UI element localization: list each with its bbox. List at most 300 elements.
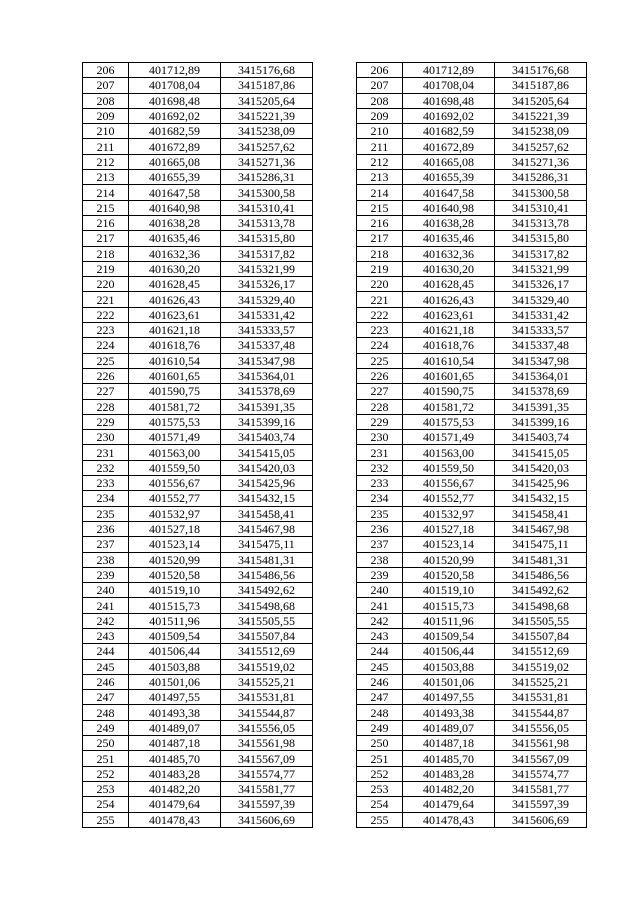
spacer-cell xyxy=(313,705,357,720)
left-y-coordinate-cell: 3415205,64 xyxy=(221,93,313,108)
right-y-coordinate-cell: 3415403,74 xyxy=(495,430,587,445)
left-y-coordinate-cell: 3415606,69 xyxy=(221,812,313,827)
right-x-coordinate-cell: 401575,53 xyxy=(403,414,495,429)
right-x-coordinate-cell: 401511,96 xyxy=(403,613,495,628)
spacer-cell xyxy=(313,567,357,582)
left-y-coordinate-cell: 3415271,36 xyxy=(221,154,313,169)
right-y-coordinate-cell: 3415498,68 xyxy=(495,598,587,613)
right-x-coordinate-cell: 401559,50 xyxy=(403,460,495,475)
spacer-cell xyxy=(313,628,357,643)
left-y-coordinate-cell: 3415187,86 xyxy=(221,78,313,93)
left-point-number-cell: 227 xyxy=(83,384,129,399)
left-x-coordinate-cell: 401552,77 xyxy=(129,491,221,506)
right-x-coordinate-cell: 401482,20 xyxy=(403,781,495,796)
right-x-coordinate-cell: 401647,58 xyxy=(403,185,495,200)
right-point-number-cell: 250 xyxy=(357,736,403,751)
left-point-number-cell: 208 xyxy=(83,93,129,108)
right-x-coordinate-cell: 401623,61 xyxy=(403,307,495,322)
table-row xyxy=(83,368,587,383)
right-point-number-cell: 208 xyxy=(357,93,403,108)
left-x-coordinate-cell: 401638,28 xyxy=(129,215,221,230)
spacer-cell xyxy=(313,261,357,276)
table-row xyxy=(83,644,587,659)
spacer-cell xyxy=(313,63,357,78)
left-x-coordinate-cell: 401712,89 xyxy=(129,63,221,78)
left-x-coordinate-cell: 401523,14 xyxy=(129,537,221,552)
left-y-coordinate-cell: 3415581,77 xyxy=(221,781,313,796)
spacer-cell xyxy=(313,185,357,200)
right-point-number-cell: 232 xyxy=(357,460,403,475)
right-y-coordinate-cell: 3415512,69 xyxy=(495,644,587,659)
left-y-coordinate-cell: 3415238,09 xyxy=(221,124,313,139)
left-x-coordinate-cell: 401511,96 xyxy=(129,613,221,628)
left-y-coordinate-cell: 3415481,31 xyxy=(221,552,313,567)
right-point-number-cell: 213 xyxy=(357,170,403,185)
left-point-number-cell: 242 xyxy=(83,613,129,628)
table-row xyxy=(83,598,587,613)
right-point-number-cell: 239 xyxy=(357,567,403,582)
left-x-coordinate-cell: 401655,39 xyxy=(129,170,221,185)
left-x-coordinate-cell: 401487,18 xyxy=(129,736,221,751)
right-x-coordinate-cell: 401672,89 xyxy=(403,139,495,154)
table-row xyxy=(83,277,587,292)
left-y-coordinate-cell: 3415329,40 xyxy=(221,292,313,307)
right-point-number-cell: 236 xyxy=(357,521,403,536)
left-x-coordinate-cell: 401478,43 xyxy=(129,812,221,827)
right-x-coordinate-cell: 401665,08 xyxy=(403,154,495,169)
left-y-coordinate-cell: 3415420,03 xyxy=(221,460,313,475)
right-point-number-cell: 249 xyxy=(357,720,403,735)
right-y-coordinate-cell: 3415257,62 xyxy=(495,139,587,154)
right-point-number-cell: 222 xyxy=(357,307,403,322)
right-x-coordinate-cell: 401635,46 xyxy=(403,231,495,246)
left-x-coordinate-cell: 401501,06 xyxy=(129,674,221,689)
left-x-coordinate-cell: 401532,97 xyxy=(129,506,221,521)
left-x-coordinate-cell: 401672,89 xyxy=(129,139,221,154)
left-y-coordinate-cell: 3415475,11 xyxy=(221,537,313,552)
right-y-coordinate-cell: 3415606,69 xyxy=(495,812,587,827)
right-x-coordinate-cell: 401640,98 xyxy=(403,200,495,215)
right-point-number-cell: 211 xyxy=(357,139,403,154)
right-point-number-cell: 237 xyxy=(357,537,403,552)
spacer-cell xyxy=(313,430,357,445)
left-y-coordinate-cell: 3415337,48 xyxy=(221,338,313,353)
spacer-cell xyxy=(313,491,357,506)
right-point-number-cell: 229 xyxy=(357,414,403,429)
left-x-coordinate-cell: 401489,07 xyxy=(129,720,221,735)
table-row xyxy=(83,78,587,93)
left-y-coordinate-cell: 3415331,42 xyxy=(221,307,313,322)
table-row xyxy=(83,552,587,567)
spacer-cell xyxy=(313,124,357,139)
right-y-coordinate-cell: 3415300,58 xyxy=(495,185,587,200)
right-x-coordinate-cell: 401563,00 xyxy=(403,445,495,460)
left-x-coordinate-cell: 401590,75 xyxy=(129,384,221,399)
right-y-coordinate-cell: 3415425,96 xyxy=(495,476,587,491)
right-y-coordinate-cell: 3415531,81 xyxy=(495,690,587,705)
right-point-number-cell: 241 xyxy=(357,598,403,613)
left-point-number-cell: 228 xyxy=(83,399,129,414)
left-x-coordinate-cell: 401630,20 xyxy=(129,261,221,276)
right-x-coordinate-cell: 401655,39 xyxy=(403,170,495,185)
table-row xyxy=(83,705,587,720)
right-y-coordinate-cell: 3415507,84 xyxy=(495,628,587,643)
left-y-coordinate-cell: 3415221,39 xyxy=(221,108,313,123)
right-y-coordinate-cell: 3415415,05 xyxy=(495,445,587,460)
table-row xyxy=(83,613,587,628)
table-row xyxy=(83,537,587,552)
left-x-coordinate-cell: 401563,00 xyxy=(129,445,221,460)
left-x-coordinate-cell: 401515,73 xyxy=(129,598,221,613)
left-x-coordinate-cell: 401520,99 xyxy=(129,552,221,567)
right-point-number-cell: 235 xyxy=(357,506,403,521)
spacer-cell xyxy=(313,460,357,475)
right-y-coordinate-cell: 3415271,36 xyxy=(495,154,587,169)
left-x-coordinate-cell: 401509,54 xyxy=(129,628,221,643)
table-row xyxy=(83,63,587,78)
right-x-coordinate-cell: 401506,44 xyxy=(403,644,495,659)
right-x-coordinate-cell: 401621,18 xyxy=(403,323,495,338)
table-row xyxy=(83,414,587,429)
left-point-number-cell: 212 xyxy=(83,154,129,169)
right-point-number-cell: 228 xyxy=(357,399,403,414)
left-y-coordinate-cell: 3415458,41 xyxy=(221,506,313,521)
spacer-cell xyxy=(313,215,357,230)
left-point-number-cell: 243 xyxy=(83,628,129,643)
left-y-coordinate-cell: 3415507,84 xyxy=(221,628,313,643)
right-x-coordinate-cell: 401556,67 xyxy=(403,476,495,491)
left-point-number-cell: 254 xyxy=(83,797,129,812)
right-point-number-cell: 225 xyxy=(357,353,403,368)
left-y-coordinate-cell: 3415505,55 xyxy=(221,613,313,628)
right-x-coordinate-cell: 401590,75 xyxy=(403,384,495,399)
spacer-cell xyxy=(313,338,357,353)
left-y-coordinate-cell: 3415313,78 xyxy=(221,215,313,230)
table-row xyxy=(83,399,587,414)
right-y-coordinate-cell: 3415561,98 xyxy=(495,736,587,751)
right-point-number-cell: 245 xyxy=(357,659,403,674)
left-point-number-cell: 224 xyxy=(83,338,129,353)
table-row xyxy=(83,93,587,108)
right-point-number-cell: 240 xyxy=(357,583,403,598)
table-row xyxy=(83,506,587,521)
table-row xyxy=(83,751,587,766)
left-point-number-cell: 251 xyxy=(83,751,129,766)
left-x-coordinate-cell: 401601,65 xyxy=(129,368,221,383)
left-y-coordinate-cell: 3415286,31 xyxy=(221,170,313,185)
right-point-number-cell: 242 xyxy=(357,613,403,628)
right-x-coordinate-cell: 401581,72 xyxy=(403,399,495,414)
table-row xyxy=(83,476,587,491)
table-row xyxy=(83,766,587,781)
right-y-coordinate-cell: 3415481,31 xyxy=(495,552,587,567)
table-row xyxy=(83,231,587,246)
right-point-number-cell: 251 xyxy=(357,751,403,766)
left-point-number-cell: 223 xyxy=(83,323,129,338)
right-y-coordinate-cell: 3415505,55 xyxy=(495,613,587,628)
left-y-coordinate-cell: 3415415,05 xyxy=(221,445,313,460)
left-x-coordinate-cell: 401483,28 xyxy=(129,766,221,781)
spacer-cell xyxy=(313,720,357,735)
table-row xyxy=(83,491,587,506)
left-point-number-cell: 207 xyxy=(83,78,129,93)
left-x-coordinate-cell: 401575,53 xyxy=(129,414,221,429)
left-y-coordinate-cell: 3415561,98 xyxy=(221,736,313,751)
table-row xyxy=(83,139,587,154)
right-x-coordinate-cell: 401515,73 xyxy=(403,598,495,613)
left-point-number-cell: 246 xyxy=(83,674,129,689)
spacer-cell xyxy=(313,139,357,154)
left-point-number-cell: 213 xyxy=(83,170,129,185)
right-y-coordinate-cell: 3415310,41 xyxy=(495,200,587,215)
right-point-number-cell: 214 xyxy=(357,185,403,200)
right-y-coordinate-cell: 3415317,82 xyxy=(495,246,587,261)
left-y-coordinate-cell: 3415492,62 xyxy=(221,583,313,598)
left-x-coordinate-cell: 401610,54 xyxy=(129,353,221,368)
right-x-coordinate-cell: 401632,36 xyxy=(403,246,495,261)
spacer-cell xyxy=(313,200,357,215)
coordinates-table xyxy=(82,62,587,828)
left-y-coordinate-cell: 3415333,57 xyxy=(221,323,313,338)
right-point-number-cell: 230 xyxy=(357,430,403,445)
spacer-cell xyxy=(313,521,357,536)
spacer-cell xyxy=(313,78,357,93)
left-point-number-cell: 239 xyxy=(83,567,129,582)
table-row xyxy=(83,154,587,169)
left-y-coordinate-cell: 3415176,68 xyxy=(221,63,313,78)
right-x-coordinate-cell: 401527,18 xyxy=(403,521,495,536)
right-point-number-cell: 244 xyxy=(357,644,403,659)
left-y-coordinate-cell: 3415326,17 xyxy=(221,277,313,292)
table-row xyxy=(83,781,587,796)
right-y-coordinate-cell: 3415221,39 xyxy=(495,108,587,123)
right-y-coordinate-cell: 3415347,98 xyxy=(495,353,587,368)
table-row xyxy=(83,659,587,674)
left-point-number-cell: 238 xyxy=(83,552,129,567)
table-row xyxy=(83,460,587,475)
left-point-number-cell: 237 xyxy=(83,537,129,552)
spacer-cell xyxy=(313,277,357,292)
left-point-number-cell: 218 xyxy=(83,246,129,261)
right-y-coordinate-cell: 3415567,09 xyxy=(495,751,587,766)
table-row xyxy=(83,690,587,705)
left-y-coordinate-cell: 3415567,09 xyxy=(221,751,313,766)
left-x-coordinate-cell: 401647,58 xyxy=(129,185,221,200)
left-y-coordinate-cell: 3415310,41 xyxy=(221,200,313,215)
right-y-coordinate-cell: 3415486,56 xyxy=(495,567,587,582)
table-row xyxy=(83,674,587,689)
left-point-number-cell: 240 xyxy=(83,583,129,598)
right-y-coordinate-cell: 3415315,80 xyxy=(495,231,587,246)
right-y-coordinate-cell: 3415313,78 xyxy=(495,215,587,230)
right-point-number-cell: 215 xyxy=(357,200,403,215)
spacer-cell xyxy=(313,736,357,751)
spacer-cell xyxy=(313,323,357,338)
spacer-cell xyxy=(313,231,357,246)
right-y-coordinate-cell: 3415331,42 xyxy=(495,307,587,322)
right-y-coordinate-cell: 3415329,40 xyxy=(495,292,587,307)
left-point-number-cell: 214 xyxy=(83,185,129,200)
left-point-number-cell: 230 xyxy=(83,430,129,445)
spacer-cell xyxy=(313,598,357,613)
right-y-coordinate-cell: 3415525,21 xyxy=(495,674,587,689)
spacer-cell xyxy=(313,766,357,781)
left-x-coordinate-cell: 401682,59 xyxy=(129,124,221,139)
right-point-number-cell: 207 xyxy=(357,78,403,93)
right-x-coordinate-cell: 401610,54 xyxy=(403,353,495,368)
right-y-coordinate-cell: 3415467,98 xyxy=(495,521,587,536)
right-x-coordinate-cell: 401520,58 xyxy=(403,567,495,582)
right-y-coordinate-cell: 3415420,03 xyxy=(495,460,587,475)
left-point-number-cell: 255 xyxy=(83,812,129,827)
left-point-number-cell: 219 xyxy=(83,261,129,276)
right-y-coordinate-cell: 3415519,02 xyxy=(495,659,587,674)
left-point-number-cell: 229 xyxy=(83,414,129,429)
right-point-number-cell: 254 xyxy=(357,797,403,812)
right-x-coordinate-cell: 401479,64 xyxy=(403,797,495,812)
spacer-cell xyxy=(313,384,357,399)
left-y-coordinate-cell: 3415486,56 xyxy=(221,567,313,582)
spacer-cell xyxy=(313,812,357,827)
right-x-coordinate-cell: 401638,28 xyxy=(403,215,495,230)
spacer-cell xyxy=(313,506,357,521)
left-y-coordinate-cell: 3415321,99 xyxy=(221,261,313,276)
table-row xyxy=(83,215,587,230)
table-row xyxy=(83,124,587,139)
right-y-coordinate-cell: 3415581,77 xyxy=(495,781,587,796)
right-y-coordinate-cell: 3415187,86 xyxy=(495,78,587,93)
left-point-number-cell: 206 xyxy=(83,63,129,78)
right-x-coordinate-cell: 401601,65 xyxy=(403,368,495,383)
right-x-coordinate-cell: 401708,04 xyxy=(403,78,495,93)
left-x-coordinate-cell: 401621,18 xyxy=(129,323,221,338)
left-y-coordinate-cell: 3415531,81 xyxy=(221,690,313,705)
left-x-coordinate-cell: 401581,72 xyxy=(129,399,221,414)
table-row xyxy=(83,797,587,812)
left-x-coordinate-cell: 401626,43 xyxy=(129,292,221,307)
right-point-number-cell: 212 xyxy=(357,154,403,169)
left-y-coordinate-cell: 3415498,68 xyxy=(221,598,313,613)
right-point-number-cell: 243 xyxy=(357,628,403,643)
left-y-coordinate-cell: 3415519,02 xyxy=(221,659,313,674)
right-y-coordinate-cell: 3415326,17 xyxy=(495,277,587,292)
left-x-coordinate-cell: 401519,10 xyxy=(129,583,221,598)
left-x-coordinate-cell: 401556,67 xyxy=(129,476,221,491)
left-x-coordinate-cell: 401503,88 xyxy=(129,659,221,674)
left-y-coordinate-cell: 3415432,15 xyxy=(221,491,313,506)
right-x-coordinate-cell: 401487,18 xyxy=(403,736,495,751)
right-x-coordinate-cell: 401493,38 xyxy=(403,705,495,720)
right-point-number-cell: 216 xyxy=(357,215,403,230)
right-point-number-cell: 218 xyxy=(357,246,403,261)
spacer-cell xyxy=(313,93,357,108)
spacer-cell xyxy=(313,108,357,123)
left-x-coordinate-cell: 401665,08 xyxy=(129,154,221,169)
spacer-cell xyxy=(313,170,357,185)
table-row xyxy=(83,185,587,200)
spacer-cell xyxy=(313,368,357,383)
table-row xyxy=(83,521,587,536)
left-y-coordinate-cell: 3415425,96 xyxy=(221,476,313,491)
left-point-number-cell: 235 xyxy=(83,506,129,521)
table-row xyxy=(83,261,587,276)
right-x-coordinate-cell: 401692,02 xyxy=(403,108,495,123)
right-x-coordinate-cell: 401489,07 xyxy=(403,720,495,735)
coordinates-table-body xyxy=(83,63,587,828)
left-x-coordinate-cell: 401708,04 xyxy=(129,78,221,93)
left-x-coordinate-cell: 401618,76 xyxy=(129,338,221,353)
right-point-number-cell: 221 xyxy=(357,292,403,307)
right-x-coordinate-cell: 401682,59 xyxy=(403,124,495,139)
table-row xyxy=(83,338,587,353)
right-point-number-cell: 253 xyxy=(357,781,403,796)
spacer-cell xyxy=(313,246,357,261)
right-x-coordinate-cell: 401628,45 xyxy=(403,277,495,292)
right-y-coordinate-cell: 3415321,99 xyxy=(495,261,587,276)
left-x-coordinate-cell: 401520,58 xyxy=(129,567,221,582)
left-point-number-cell: 249 xyxy=(83,720,129,735)
spacer-cell xyxy=(313,644,357,659)
right-y-coordinate-cell: 3415574,77 xyxy=(495,766,587,781)
table-row xyxy=(83,170,587,185)
left-point-number-cell: 245 xyxy=(83,659,129,674)
left-point-number-cell: 252 xyxy=(83,766,129,781)
right-point-number-cell: 255 xyxy=(357,812,403,827)
right-x-coordinate-cell: 401532,97 xyxy=(403,506,495,521)
table-row xyxy=(83,246,587,261)
left-point-number-cell: 234 xyxy=(83,491,129,506)
left-x-coordinate-cell: 401640,98 xyxy=(129,200,221,215)
left-y-coordinate-cell: 3415512,69 xyxy=(221,644,313,659)
table-row xyxy=(83,583,587,598)
spacer-cell xyxy=(313,690,357,705)
spacer-cell xyxy=(313,476,357,491)
right-y-coordinate-cell: 3415597,39 xyxy=(495,797,587,812)
right-x-coordinate-cell: 401509,54 xyxy=(403,628,495,643)
left-x-coordinate-cell: 401628,45 xyxy=(129,277,221,292)
left-point-number-cell: 253 xyxy=(83,781,129,796)
table-row xyxy=(83,430,587,445)
spacer-cell xyxy=(313,552,357,567)
left-y-coordinate-cell: 3415315,80 xyxy=(221,231,313,246)
left-x-coordinate-cell: 401527,18 xyxy=(129,521,221,536)
right-x-coordinate-cell: 401626,43 xyxy=(403,292,495,307)
right-point-number-cell: 210 xyxy=(357,124,403,139)
right-x-coordinate-cell: 401478,43 xyxy=(403,812,495,827)
right-x-coordinate-cell: 401520,99 xyxy=(403,552,495,567)
right-y-coordinate-cell: 3415364,01 xyxy=(495,368,587,383)
left-point-number-cell: 248 xyxy=(83,705,129,720)
left-x-coordinate-cell: 401506,44 xyxy=(129,644,221,659)
left-point-number-cell: 236 xyxy=(83,521,129,536)
left-y-coordinate-cell: 3415347,98 xyxy=(221,353,313,368)
right-point-number-cell: 226 xyxy=(357,368,403,383)
left-x-coordinate-cell: 401692,02 xyxy=(129,108,221,123)
table-row xyxy=(83,720,587,735)
right-y-coordinate-cell: 3415333,57 xyxy=(495,323,587,338)
right-x-coordinate-cell: 401501,06 xyxy=(403,674,495,689)
right-y-coordinate-cell: 3415492,62 xyxy=(495,583,587,598)
left-point-number-cell: 225 xyxy=(83,353,129,368)
left-y-coordinate-cell: 3415257,62 xyxy=(221,139,313,154)
spacer-cell xyxy=(313,414,357,429)
spacer-cell xyxy=(313,659,357,674)
right-y-coordinate-cell: 3415556,05 xyxy=(495,720,587,735)
left-x-coordinate-cell: 401571,49 xyxy=(129,430,221,445)
left-point-number-cell: 217 xyxy=(83,231,129,246)
right-point-number-cell: 219 xyxy=(357,261,403,276)
left-y-coordinate-cell: 3415525,21 xyxy=(221,674,313,689)
